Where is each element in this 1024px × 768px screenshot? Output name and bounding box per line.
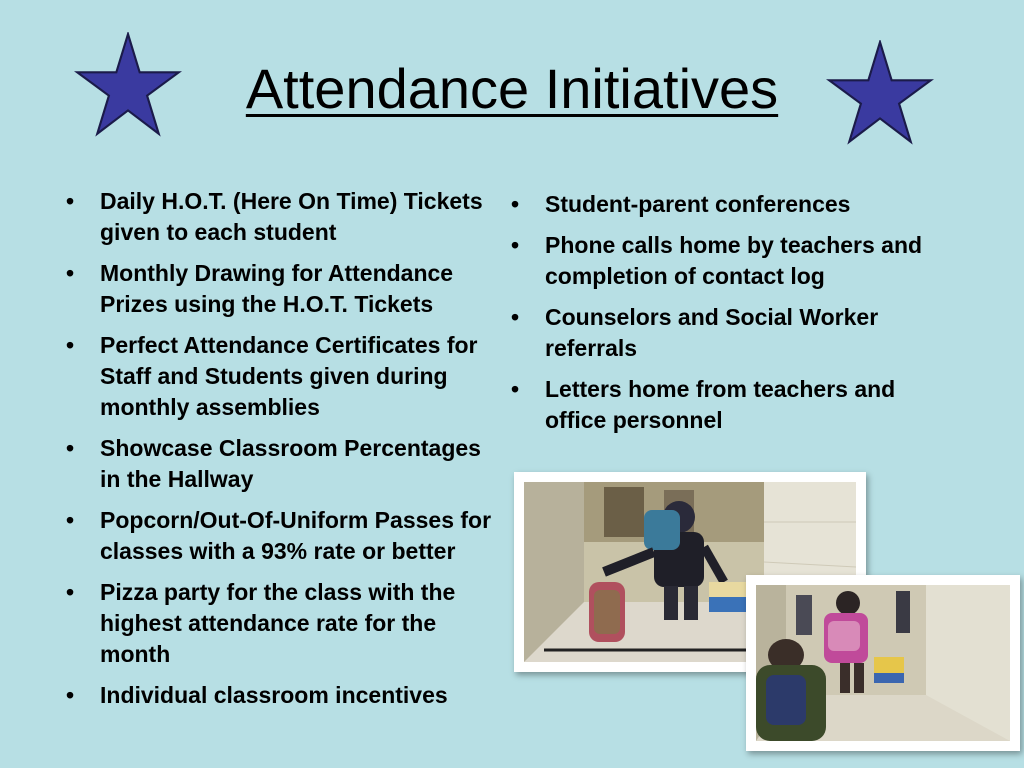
left-bullet-list bbox=[60, 186, 500, 721]
students-photo bbox=[746, 575, 1020, 751]
bullet-icon: • bbox=[65, 579, 75, 605]
list-item: • Monthly Drawing for Attendance Prizes using the H.O.T. Tickets bbox=[60, 258, 500, 320]
bullet-icon: • bbox=[510, 304, 520, 330]
bullet-icon: • bbox=[65, 507, 75, 533]
bullet-icon: • bbox=[65, 682, 75, 708]
list-item: • Popcorn/Out-Of-Uniform Passes for classes with a 93% rate or better bbox=[60, 505, 500, 567]
list-item: • Student-parent conferences bbox=[505, 189, 945, 220]
list-item: • Showcase Classroom Percentages in the Hallway bbox=[60, 433, 500, 495]
bullet-icon: • bbox=[65, 435, 75, 461]
list-item: • Daily H.O.T. (Here On Time) Tickets given to each student bbox=[60, 186, 500, 248]
right-bullet-list bbox=[505, 189, 945, 446]
list-item: • Letters home from teachers and office personnel bbox=[505, 374, 945, 436]
bullet-icon: • bbox=[65, 188, 75, 214]
bullet-icon: • bbox=[510, 191, 520, 217]
list-item: • Pizza party for the class with the highest attendance rate for the month bbox=[60, 577, 500, 670]
bullet-icon: • bbox=[65, 332, 75, 358]
list-item: • Counselors and Social Worker referrals bbox=[505, 302, 945, 364]
bullet-icon: • bbox=[510, 376, 520, 402]
star-icon bbox=[826, 40, 934, 146]
bullet-icon: • bbox=[65, 260, 75, 286]
bullet-icon: • bbox=[510, 232, 520, 258]
slide-title: Attendance Initiatives bbox=[245, 57, 779, 120]
list-item: • Perfect Attendance Certificates for Staff and Students given during monthly assemblies bbox=[60, 330, 500, 423]
list-item: • Individual classroom incentives bbox=[60, 680, 500, 711]
list-item: • Phone calls home by teachers and completion of contact log bbox=[505, 230, 945, 292]
